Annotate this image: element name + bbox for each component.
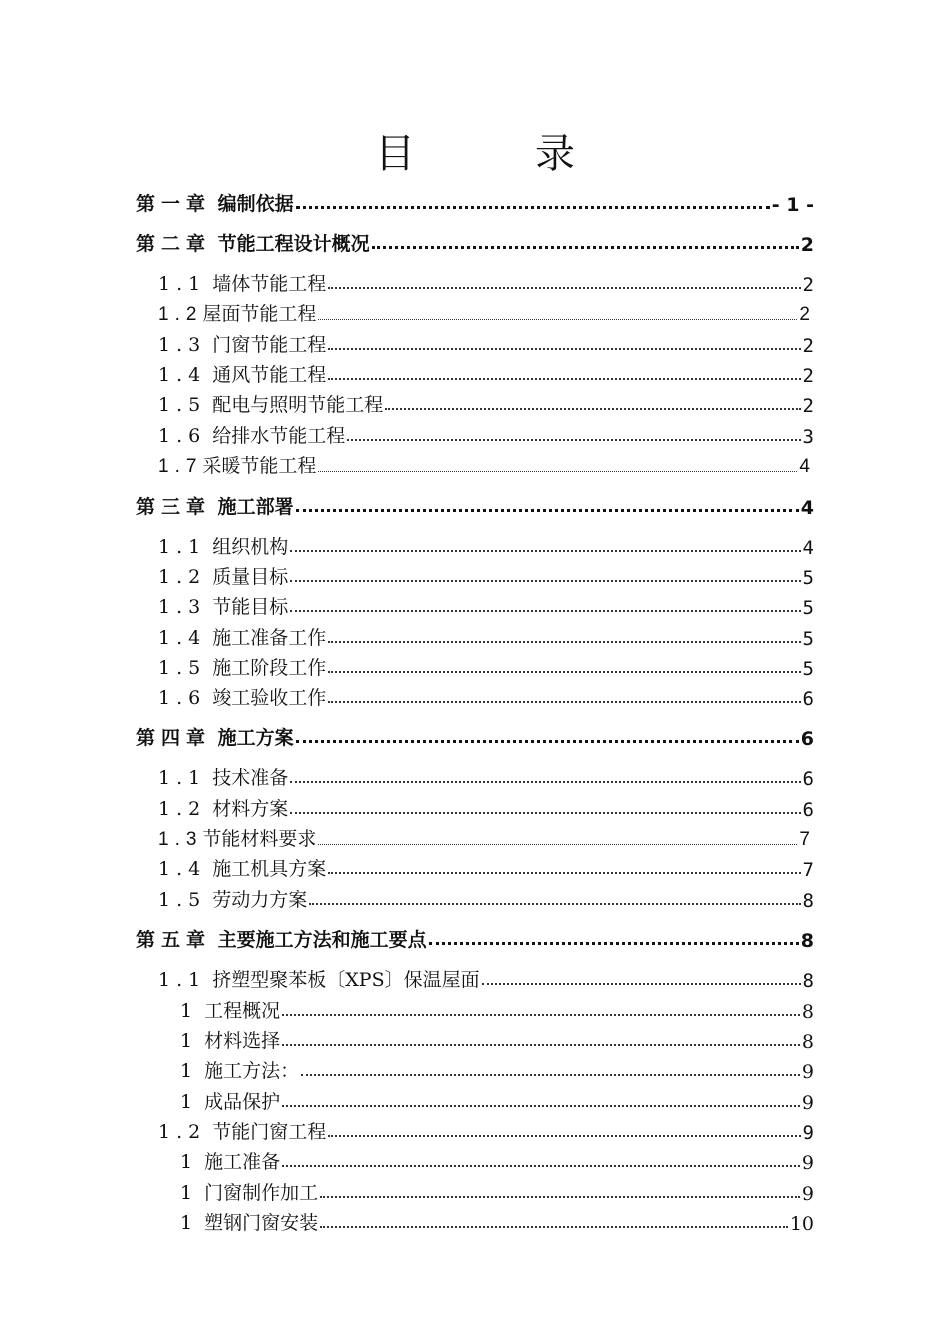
toc-entry-text: 成品保护 — [204, 1091, 281, 1113]
dot-leader — [372, 245, 799, 249]
toc-entry-text: 质量目标 — [212, 566, 289, 588]
toc-entry-text: 编制依据 — [217, 193, 294, 215]
toc-entry-text: 配电与照明节能工程 — [212, 394, 384, 416]
toc-entry-page-number: 6 — [802, 768, 814, 790]
toc-entry-label — [158, 592, 288, 619]
toc-entry-label — [136, 723, 294, 750]
dot-leader — [282, 1043, 800, 1046]
toc-entry-label — [158, 623, 326, 650]
toc-entry-number: 1.6 — [158, 425, 207, 447]
dot-leader — [320, 1225, 788, 1228]
toc-entry[interactable] — [0, 559, 950, 589]
toc-entry[interactable] — [0, 922, 950, 952]
toc-entry-label — [180, 1056, 299, 1083]
toc-entry-number: 第一章 — [136, 193, 212, 215]
toc-entry-text: 工程概况 — [204, 1000, 281, 1022]
toc-entry-label — [158, 562, 288, 589]
toc-entry-number: 1.5 — [158, 657, 207, 679]
toc-entry-number: 1 — [180, 1030, 199, 1052]
toc-entry[interactable] — [0, 993, 950, 1023]
dot-leader — [290, 811, 800, 814]
toc-entry-page-number: 5 — [802, 628, 814, 650]
toc-entry-text: 材料选择 — [204, 1030, 281, 1052]
toc-entry[interactable] — [0, 327, 950, 357]
toc-entry-page-number: 7 — [799, 829, 810, 850]
toc-entry[interactable] — [0, 357, 950, 387]
toc-entry-text: 材料方案 — [212, 798, 289, 820]
toc-entry-page-number: 2 — [800, 234, 814, 256]
toc-entry-page-number: 5 — [802, 567, 814, 589]
toc-entry-text: 采暖节能工程 — [202, 456, 317, 477]
dot-leader — [296, 739, 799, 743]
toc-entry[interactable] — [0, 760, 950, 790]
toc-entry-number: 1 — [180, 1060, 199, 1082]
toc-entry[interactable] — [0, 296, 950, 326]
toc-entry-label — [158, 451, 316, 478]
toc-entry-label — [158, 269, 326, 296]
toc-entry-page-number: 7 — [802, 859, 814, 881]
toc-entry[interactable] — [0, 620, 950, 650]
toc-entry-text: 节能材料要求 — [202, 829, 317, 850]
dot-leader — [328, 377, 800, 380]
toc-entry-page-number: 10 — [789, 1213, 814, 1235]
toc-entry-text: 节能目标 — [212, 596, 289, 618]
dot-leader — [309, 902, 800, 905]
toc-entry-page-number: 4 — [802, 537, 814, 559]
toc-entry-page-number: 5 — [802, 597, 814, 619]
toc-entry-label — [136, 925, 427, 952]
dot-leader — [328, 347, 800, 350]
toc-entry-label — [180, 1026, 280, 1053]
toc-entry-page-number: 4 — [800, 497, 814, 519]
dot-leader — [328, 640, 800, 643]
dot-leader — [282, 1013, 800, 1016]
toc-entry-text: 施工方法： — [204, 1060, 300, 1082]
toc-entry-text: 挤塑型聚苯板〔XPS〕保温屋面 — [212, 969, 480, 991]
toc-entry-number: 第五章 — [136, 929, 212, 951]
toc-entry-number: 1.3 — [158, 829, 203, 850]
toc-entry[interactable] — [0, 186, 950, 216]
toc-entry-label — [158, 965, 480, 992]
toc-entry-page-number: 8 — [801, 1001, 814, 1023]
dot-leader — [347, 438, 800, 441]
toc-entry-label — [158, 532, 288, 559]
toc-entry-number: 1.4 — [158, 627, 207, 649]
toc-entry[interactable] — [0, 1114, 950, 1144]
toc-entry[interactable] — [0, 489, 950, 519]
toc-entry-number: 1.2 — [158, 304, 203, 325]
dot-leader — [318, 470, 797, 472]
toc-entry-page-number: 9 — [801, 1183, 814, 1205]
toc-entry[interactable] — [0, 882, 950, 912]
toc-entry-page-number: 5 — [802, 658, 814, 680]
toc-entry[interactable] — [0, 1205, 950, 1235]
dot-leader — [328, 871, 800, 874]
toc-entry-number: 1.2 — [158, 798, 207, 820]
dot-leader — [290, 549, 800, 552]
toc-entry[interactable] — [0, 1084, 950, 1114]
toc-entry-number: 1.3 — [158, 596, 207, 618]
toc-entry-label — [158, 330, 326, 357]
toc-entry-label — [136, 229, 370, 256]
toc-entry[interactable] — [0, 851, 950, 881]
toc-entry-label — [180, 1178, 318, 1205]
toc-entry[interactable] — [0, 962, 950, 992]
toc-entry-text: 墙体节能工程 — [212, 273, 327, 295]
toc-entry-number: 1 — [180, 1182, 199, 1204]
toc-entry[interactable] — [0, 1144, 950, 1174]
toc-entry-text: 给排水节能工程 — [212, 425, 346, 447]
toc-entry-page-number: 6 — [802, 799, 814, 821]
dot-leader — [296, 205, 770, 209]
toc-entry-number: 1.1 — [158, 767, 207, 789]
dot-leader — [290, 579, 800, 582]
toc-entry-page-number: 8 — [801, 1031, 814, 1053]
toc-entry[interactable] — [0, 680, 950, 710]
dot-leader — [320, 1195, 800, 1198]
toc-entry-page-number: 2 — [802, 395, 814, 417]
toc-entry-number: 1.3 — [158, 334, 207, 356]
dot-leader — [482, 982, 801, 985]
toc-entry-text: 施工机具方案 — [212, 858, 327, 880]
toc-entry-page-number: - 1 - — [771, 194, 814, 216]
toc-entry-page-number: 3 — [802, 426, 814, 448]
dot-leader — [282, 1104, 800, 1107]
dot-leader — [328, 286, 800, 289]
toc-entry-label — [136, 189, 294, 216]
toc-entry-text: 门窗制作加工 — [204, 1182, 319, 1204]
toc-entry[interactable] — [0, 720, 950, 750]
dot-leader — [328, 1134, 800, 1137]
toc-entry[interactable] — [0, 1175, 950, 1205]
dot-leader — [318, 843, 797, 845]
toc-entry-text: 节能工程设计概况 — [217, 233, 370, 255]
toc-entry-text: 门窗节能工程 — [212, 334, 327, 356]
toc-entry-text: 竣工验收工作 — [212, 687, 327, 709]
toc-entry-page-number: 8 — [800, 930, 814, 952]
toc-entry[interactable] — [0, 589, 950, 619]
toc-entry-text: 施工准备 — [204, 1151, 281, 1173]
toc-entry-label — [180, 1208, 318, 1235]
toc-entry-text: 施工方案 — [217, 727, 294, 749]
toc-entry[interactable] — [0, 650, 950, 680]
toc-entry-number: 1.6 — [158, 687, 207, 709]
toc-entry-number: 1.1 — [158, 969, 207, 991]
toc-entry-label — [158, 299, 316, 326]
dot-leader — [290, 780, 800, 783]
toc-entry-page-number: 9 — [801, 1092, 814, 1114]
dot-leader — [301, 1073, 800, 1076]
toc-entry-label — [158, 683, 326, 710]
toc-entry-page-number: 9 — [801, 1152, 814, 1174]
toc-entry[interactable] — [0, 448, 950, 478]
toc-entry-text: 主要施工方法和施工要点 — [217, 929, 427, 951]
dot-leader — [282, 1164, 800, 1167]
toc-entry-number: 1.2 — [158, 1121, 207, 1143]
toc-entry-label — [158, 360, 326, 387]
toc-entry-number: 1 — [180, 1091, 199, 1113]
toc-entry-page-number: 6 — [800, 728, 814, 750]
toc-entry-label — [180, 1087, 280, 1114]
toc-entry-number: 1.7 — [158, 456, 203, 477]
toc-entry[interactable] — [0, 387, 950, 417]
toc-entry-number: 第三章 — [136, 496, 212, 518]
toc-entry-label — [158, 885, 307, 912]
dot-leader — [318, 318, 797, 320]
dot-leader — [290, 609, 800, 612]
toc-entry-number: 第四章 — [136, 727, 212, 749]
toc-entry-page-number: 6 — [802, 688, 814, 710]
toc-entry-label — [158, 653, 326, 680]
toc-entry-text: 通风节能工程 — [212, 364, 327, 386]
dot-leader — [429, 941, 799, 945]
toc-entry-number: 1.1 — [158, 273, 207, 295]
toc-entry-number: 第二章 — [136, 233, 212, 255]
toc-entry-text: 屋面节能工程 — [202, 304, 317, 325]
toc-entry-label — [158, 421, 345, 448]
toc-entry-text: 节能门窗工程 — [212, 1121, 327, 1143]
toc-entry-page-number: 2 — [802, 365, 814, 387]
dot-leader — [328, 670, 800, 673]
toc-entry-label — [158, 794, 288, 821]
toc-entry-number: 1 — [180, 1212, 199, 1234]
toc-entry[interactable] — [0, 226, 950, 256]
toc-entry-label — [158, 824, 316, 851]
toc-entry[interactable] — [0, 1023, 950, 1053]
dot-leader — [296, 508, 799, 512]
toc-entry[interactable] — [0, 529, 950, 559]
toc-entry-number: 1 — [180, 1151, 199, 1173]
toc-entry-text: 技术准备 — [212, 767, 289, 789]
toc-entry-page-number: 8 — [802, 890, 814, 912]
toc-entry-label — [158, 390, 383, 417]
toc-entry-page-number: 9 — [802, 1122, 814, 1144]
toc-entry-label — [158, 763, 288, 790]
toc-entry-text: 劳动力方案 — [212, 889, 308, 911]
toc-entry[interactable] — [0, 821, 950, 851]
toc-entry[interactable] — [0, 791, 950, 821]
toc-entry-label — [158, 854, 326, 881]
toc-entry-label — [158, 1117, 326, 1144]
toc-entry[interactable] — [0, 1053, 950, 1083]
toc-entry-text: 塑钢门窗安装 — [204, 1212, 319, 1234]
toc-entry-label — [136, 492, 294, 519]
toc-entry-number: 1.2 — [158, 566, 207, 588]
toc-entry-number: 1.4 — [158, 364, 207, 386]
toc-entry-page-number: 9 — [801, 1061, 814, 1083]
toc-entry-label — [180, 996, 280, 1023]
toc-entry-page-number: 8 — [802, 970, 814, 992]
toc-entry-page-number: 4 — [799, 456, 810, 477]
dot-leader — [328, 700, 800, 703]
toc-entry-text: 施工准备工作 — [212, 627, 327, 649]
toc-entry-text: 施工阶段工作 — [212, 657, 327, 679]
toc-entry-number: 1.1 — [158, 536, 207, 558]
toc-entry-number: 1.4 — [158, 858, 207, 880]
toc-entry-page-number: 2 — [802, 335, 814, 357]
toc-entry-text: 施工部署 — [217, 496, 294, 518]
toc-entry[interactable] — [0, 266, 950, 296]
toc-entry-number: 1 — [180, 1000, 199, 1022]
toc-entry-number: 1.5 — [158, 889, 207, 911]
toc-entry-label — [180, 1147, 280, 1174]
dot-leader — [385, 407, 800, 410]
toc-entry-text: 组织机构 — [212, 536, 289, 558]
toc-entry-number: 1.5 — [158, 394, 207, 416]
toc-entry[interactable] — [0, 418, 950, 448]
toc-entry-page-number: 2 — [799, 304, 810, 325]
toc-title: 目 录 — [375, 131, 615, 177]
toc-entry-page-number: 2 — [802, 274, 814, 296]
